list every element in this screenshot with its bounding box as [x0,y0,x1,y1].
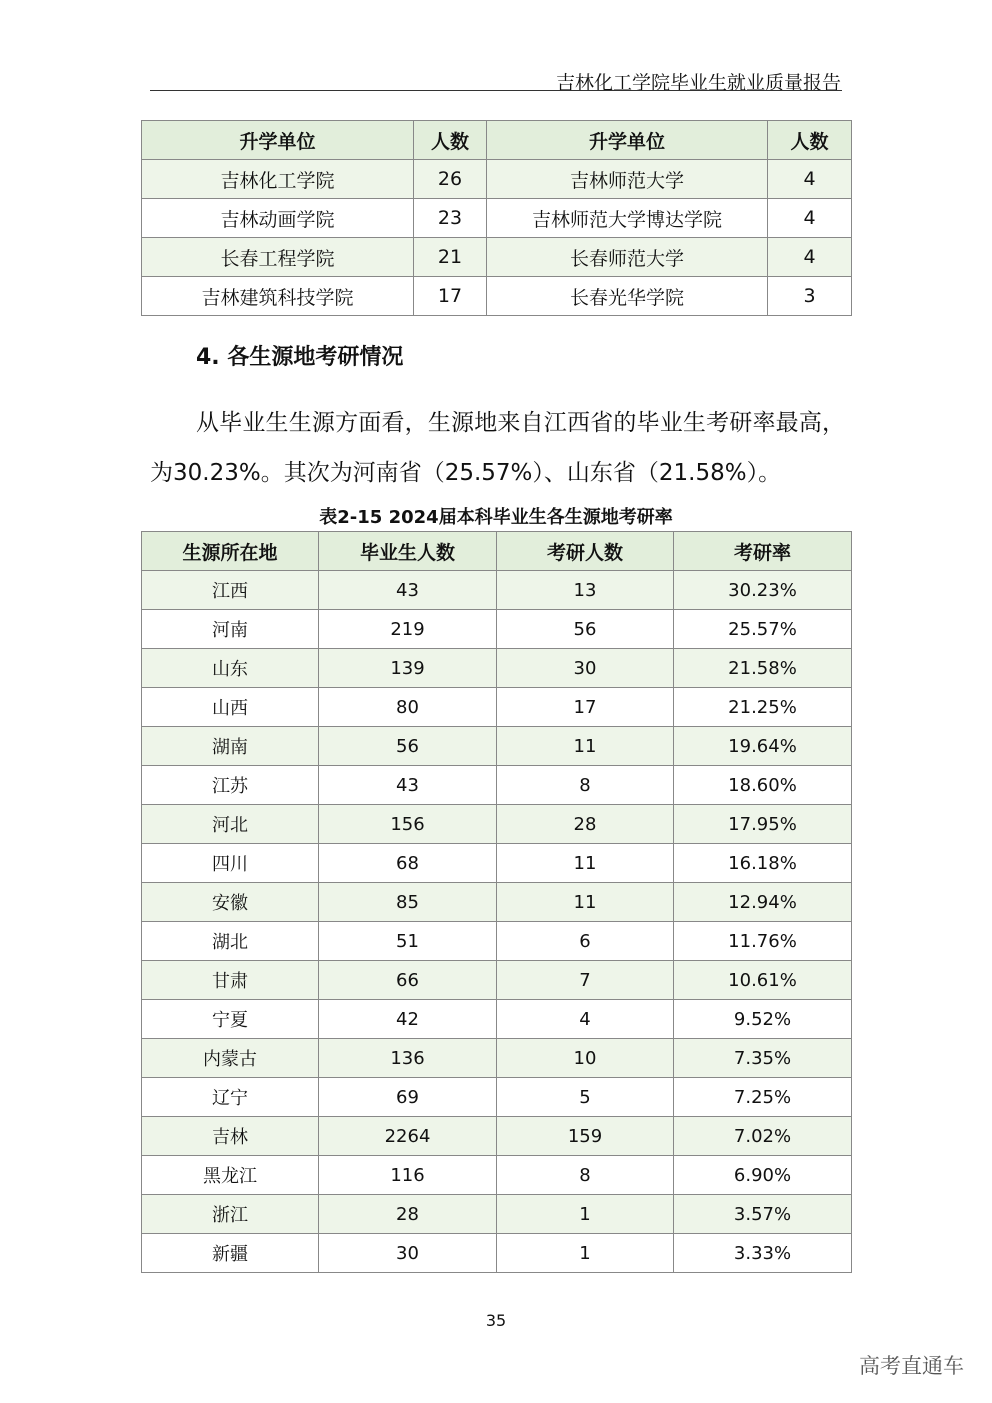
table-cell: 吉林师范大学 [487,160,768,199]
table-cell: 8 [497,766,674,805]
table-cell: 43 [319,571,497,610]
table-cell: 江西 [142,571,319,610]
table-cell: 19.64% [674,727,852,766]
table-cell: 43 [319,766,497,805]
table-cell: 156 [319,805,497,844]
table-cell: 浙江 [142,1195,319,1234]
table-row [142,727,852,766]
table-row [142,610,852,649]
table-cell: 黑龙江 [142,1156,319,1195]
table-cell: 吉林建筑科技学院 [142,277,414,316]
table-cell: 16.18% [674,844,852,883]
table-cell: 66 [319,961,497,1000]
table-row [142,160,852,199]
table-cell: 11 [497,844,674,883]
column-header: 升学单位 [487,121,768,160]
table-row [142,961,852,1000]
table-row [142,805,852,844]
table-cell: 4 [768,160,852,199]
table-cell: 17 [497,688,674,727]
page-number: 35 [485,1311,507,1330]
table-cell: 吉林化工学院 [142,160,414,199]
column-header: 生源所在地 [142,532,319,571]
table-cell: 江苏 [142,766,319,805]
report-header-title: 吉林化工学院毕业生就业质量报告 [555,72,841,94]
table-cell: 8 [497,1156,674,1195]
table-cell: 26 [414,160,487,199]
table-cell: 5 [497,1078,674,1117]
table-cell: 10.61% [674,961,852,1000]
table-row [142,571,852,610]
section-heading: 4. 各生源地考研情况 [196,345,404,370]
table-cell: 甘肃 [142,961,319,1000]
column-header: 毕业生人数 [319,532,497,571]
table-row [142,883,852,922]
table-cell: 17.95% [674,805,852,844]
table-row [142,1000,852,1039]
table-cell: 四川 [142,844,319,883]
table-row [142,199,852,238]
table-cell: 7.25% [674,1078,852,1117]
table-cell: 4 [768,238,852,277]
table-cell: 42 [319,1000,497,1039]
table-cell: 4 [768,199,852,238]
table-cell: 1 [497,1234,674,1273]
table-row [142,844,852,883]
table-cell: 51 [319,922,497,961]
table-cell: 长春工程学院 [142,238,414,277]
table-cell: 3.57% [674,1195,852,1234]
table-cell: 10 [497,1039,674,1078]
table-cell: 新疆 [142,1234,319,1273]
table-row [142,1078,852,1117]
table-cell: 7 [497,961,674,1000]
table-cell: 11 [497,727,674,766]
table-cell: 18.60% [674,766,852,805]
table-row [142,1195,852,1234]
column-header: 考研率 [674,532,852,571]
table-cell: 11 [497,883,674,922]
table-row [142,1117,852,1156]
column-header: 人数 [768,121,852,160]
table-cell: 56 [497,610,674,649]
table-cell: 7.35% [674,1039,852,1078]
table-cell: 30 [319,1234,497,1273]
table-cell: 6.90% [674,1156,852,1195]
table-cell: 25.57% [674,610,852,649]
table-cell: 辽宁 [142,1078,319,1117]
table-row [142,766,852,805]
table-cell: 11.76% [674,922,852,961]
table-cell: 3.33% [674,1234,852,1273]
table-cell: 内蒙古 [142,1039,319,1078]
table-cell: 河南 [142,610,319,649]
table-cell: 长春师范大学 [487,238,768,277]
column-header: 人数 [414,121,487,160]
watermark: 高考直通车 [859,1354,964,1378]
table-cell: 山西 [142,688,319,727]
table-cell: 28 [319,1195,497,1234]
header-divider [150,90,842,91]
table-row [142,277,852,316]
table-cell: 136 [319,1039,497,1078]
table-cell: 21 [414,238,487,277]
table-caption: 表2-15 2024届本科毕业生各生源地考研率 [319,507,673,528]
admission-table [141,120,852,316]
table-cell: 30 [497,649,674,688]
table-cell: 30.23% [674,571,852,610]
table-cell: 宁夏 [142,1000,319,1039]
table-cell: 28 [497,805,674,844]
table-row [142,649,852,688]
section-paragraph: 从毕业生生源方面看，生源地来自江西省的毕业生考研率最高，为30.23%。其次为河南省（25.57%）、山东省（21.58%）。 [150,410,845,486]
table-cell: 85 [319,883,497,922]
table-cell: 12.94% [674,883,852,922]
table-cell: 长春光华学院 [487,277,768,316]
table-cell: 68 [319,844,497,883]
table-cell: 2264 [319,1117,497,1156]
table-cell: 116 [319,1156,497,1195]
table-cell: 139 [319,649,497,688]
table-cell: 21.25% [674,688,852,727]
table-cell: 9.52% [674,1000,852,1039]
table-row [142,688,852,727]
table-cell: 7.02% [674,1117,852,1156]
table-cell: 13 [497,571,674,610]
table-cell: 56 [319,727,497,766]
table-cell: 21.58% [674,649,852,688]
table-cell: 219 [319,610,497,649]
province-rate-table [141,531,852,1273]
column-header: 升学单位 [142,121,414,160]
table-cell: 69 [319,1078,497,1117]
table-row [142,922,852,961]
table-cell: 山东 [142,649,319,688]
table-cell: 159 [497,1117,674,1156]
table-cell: 吉林 [142,1117,319,1156]
table-cell: 湖南 [142,727,319,766]
table-cell: 4 [497,1000,674,1039]
table-row [142,238,852,277]
table-cell: 河北 [142,805,319,844]
table-cell: 3 [768,277,852,316]
column-header: 考研人数 [497,532,674,571]
table-cell: 吉林动画学院 [142,199,414,238]
table-row [142,1234,852,1273]
table-cell: 1 [497,1195,674,1234]
table-cell: 安徽 [142,883,319,922]
table-row [142,1039,852,1078]
table-cell: 23 [414,199,487,238]
table-cell: 湖北 [142,922,319,961]
table-row [142,1156,852,1195]
table-cell: 80 [319,688,497,727]
table-cell: 6 [497,922,674,961]
province-table-header-row [142,532,852,571]
table-cell: 吉林师范大学博达学院 [487,199,768,238]
table-cell: 17 [414,277,487,316]
admission-table-header-row [142,121,852,160]
